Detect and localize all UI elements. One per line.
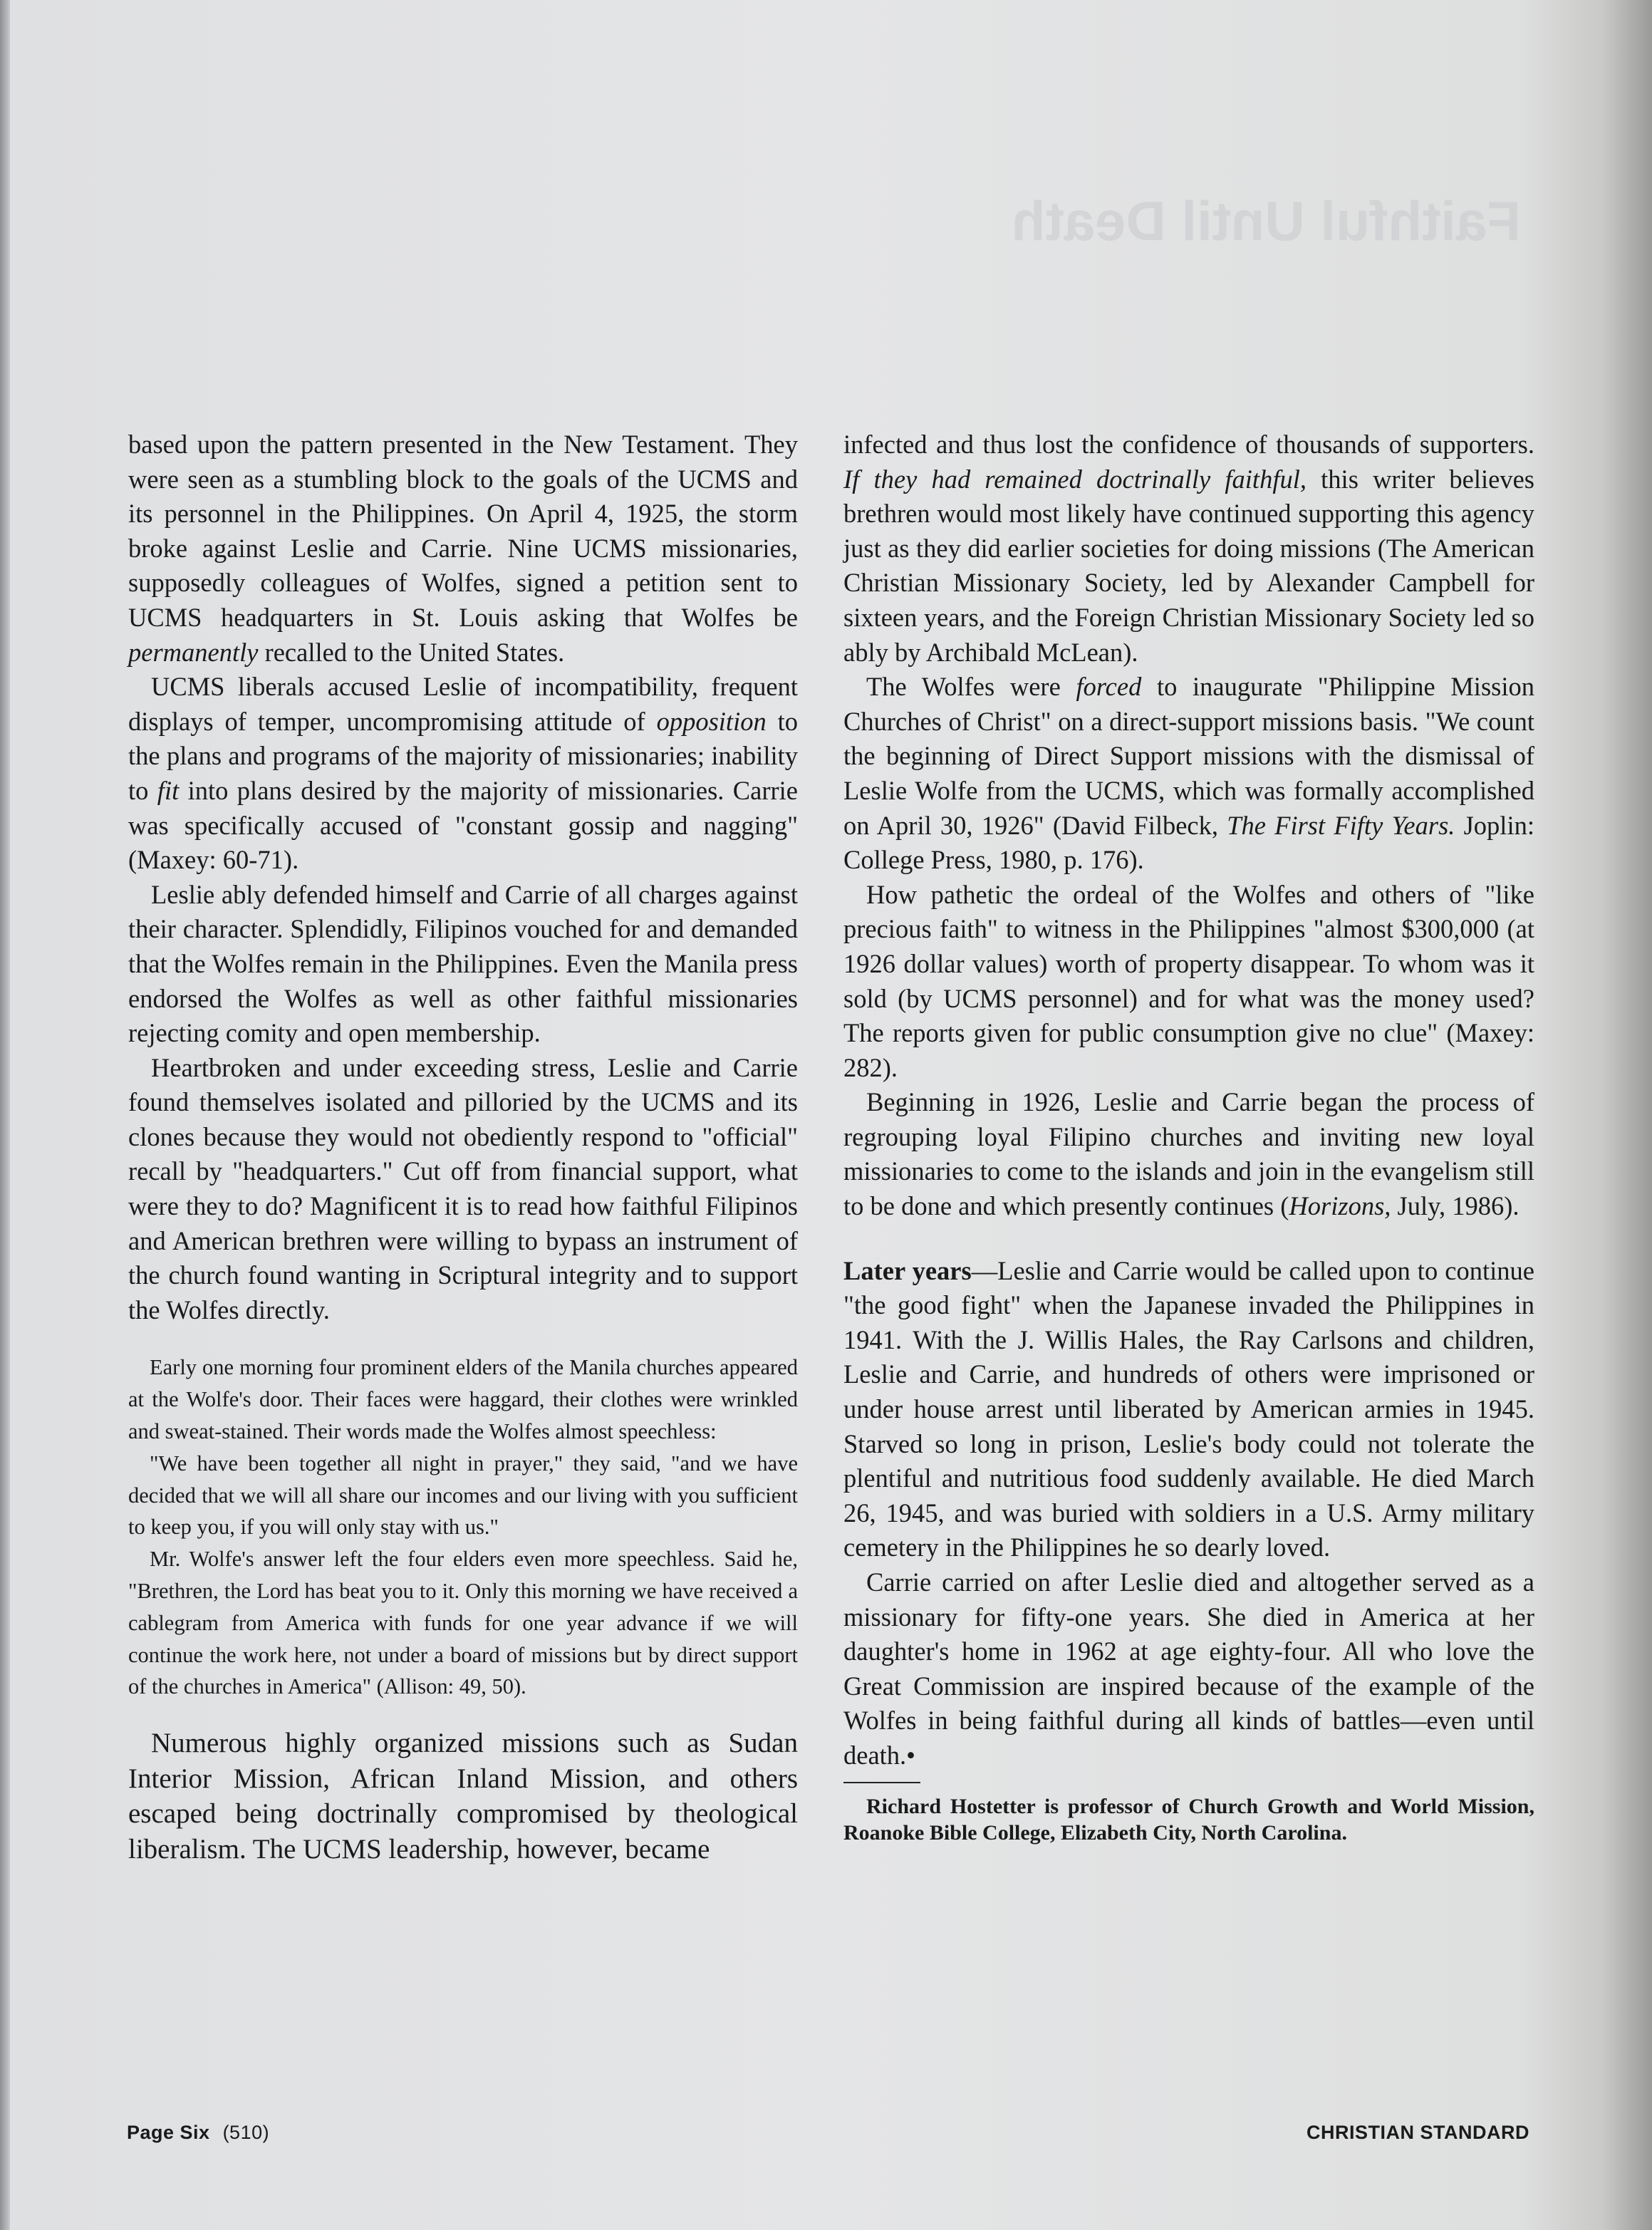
paragraph: How pathetic the ordeal of the Wolfes and others of "like precious faith" to witness in the Philippines "almost $300,000 (at 1926 dollar values) worth of property disappear. To whom was it sold (by UCMS personnel) and for what was the money used? The reports given for public consumption give no clue" (Maxey: 282).	[843, 879, 1534, 1082]
emphasis: opposition	[656, 706, 767, 736]
paragraph	[128, 670, 798, 878]
paragraph	[128, 427, 798, 670]
text-run: recalled to the United States.	[258, 637, 565, 667]
emphasis: permanently	[128, 637, 259, 667]
emphasis: fit	[157, 775, 180, 805]
text-run: Joplin: College Press, 1980, p. 176).	[843, 810, 1534, 875]
author-bio: Richard Hostetter is professor of Church Growth and World Mission, Roanoke Bible College, Elizabeth City, North Carolina.	[843, 1794, 1534, 1845]
paragraph: Leslie ably defended himself and Carrie of all charges against their character. Splendidly, Filipinos vouched for and demanded that the Wolfes remain in the Philippines. Even the Manila press endorsed the Wolfes as well as other faithful missionaries rejecting comity and open membership.	[128, 879, 798, 1048]
emphasis: If they had remained doctrinally faithful,	[843, 464, 1306, 494]
divider	[843, 1782, 920, 1783]
emphasis: forced	[1076, 672, 1142, 702]
text-run: to the plans and programs of the majority of missionaries; inability to	[128, 706, 798, 805]
block-quote	[128, 1352, 798, 1703]
paragraph: Carrie carried on after Leslie died and altogether served as a missionary for fifty-one years. She died in America at her daughter's home in 1962 at age eighty-four. All who love the Great Commission are inspired because of the example of the Wolfes in being faithful during all kinds of battles—even until death.•	[843, 1567, 1534, 1770]
text-run: July, 1986).	[1391, 1191, 1519, 1221]
emphasis: The First Fifty Years.	[1227, 810, 1455, 840]
section-heading: Later years	[843, 1255, 972, 1285]
paragraph	[843, 427, 1534, 670]
paragraph: Numerous highly organized missions such as Sudan Interior Mission, African Inland Mission, and others escaped being doctrinally compromised by theological liberalism. The UCMS leadership, however, became	[128, 1728, 798, 1865]
left-column	[128, 427, 798, 1867]
quote-paragraph: Mr. Wolfe's answer left the four elders even more speechless. Said he, "Brethren, the Lord has beat you to it. Only this morning we have received a cablegram from America with funds for one year advance if we will continue the work here, not under a board of missions but by direct support of the churches in America" (Allison: 49, 50).	[128, 1547, 798, 1699]
magazine-name: CHRISTIAN STANDARD	[1306, 2122, 1529, 2143]
paragraph	[843, 670, 1534, 878]
page-number	[127, 2122, 269, 2144]
paragraph	[843, 1085, 1534, 1223]
text-run: infected and thus lost the confidence of thousands of supporters.	[843, 430, 1534, 459]
text-run: Beginning in 1926, Leslie and Carrie began the process of regrouping loyal Filipino churches and inviting new loyal missionaries to come to the islands and join in the evangelism still to be done and which presently continues (	[843, 1087, 1534, 1221]
paragraph	[843, 1254, 1534, 1565]
text-run: —Leslie and Carrie would be called upon to continue "the good fight" when the Japanese invaded the Philippines in 1941. With the J. Willis Hales, the Ray Carlsons and children, Leslie and Carrie, and hundreds of others were imprisoned or under house arrest until liberated by American armies in 1945. Starved so long in prison, Leslie's body could not tolerate the plentiful and nutritious food suddenly available. He died March 26, 1945, and was buried with soldiers in a U.S. Army military cemetery in the Philippines he so dearly loved.	[843, 1255, 1534, 1562]
text-run: based upon the pattern presented in the New Testament. They were seen as a stumbling block to the goals of the UCMS and its personnel in the Philippines. On April 4, 1925, the storm broke against Leslie and Carrie. Nine UCMS missionaries, supposedly colleagues of Wolfes, signed a petition sent to UCMS headquarters in St. Louis asking that Wolfes be	[128, 430, 798, 632]
page-edge	[0, 0, 10, 2230]
text-run: into plans desired by the majority of missionaries. Carrie was specifically accused of "constant gossip and nagging" (Maxey: 60-71).	[128, 775, 798, 875]
paragraph: Heartbroken and under exceeding stress, Leslie and Carrie found themselves isolated and pilloried by the UCMS and its clones because they would not obediently respond to "official" recall by "headquarters." Cut off from financial support, what were they to do? Magnificent it is to read how faithful Filipinos and American brethren were willing to bypass an instrument of the church found wanting in Scriptural integrity and to support the Wolfes directly.	[128, 1052, 798, 1324]
emphasis: Horizons,	[1289, 1191, 1391, 1221]
text-run: UCMS liberals accused Leslie of incompatibility, frequent displays of temper, uncompromising attitude of	[128, 672, 798, 736]
page-num: (510)	[222, 2122, 270, 2143]
text-run: this writer believes brethren would most likely have continued supporting this agency just as they did earlier societies for doing missions (The American Christian Missionary Society, led by Alexander Campbell for sixteen years, and the Foreign Christian Missionary Society led so ably by Archibald McLean).	[843, 464, 1534, 667]
bleed-through-title: Faithful Until Death	[1012, 190, 1521, 252]
text-run: to inaugurate "Philippine Mission Churches of Christ" on a direct-support missions basis. "We count the beginning of Direct Support missions with the dismissal of Leslie Wolfe from the UCMS, which was formally accomplished on April 30, 1926" (David Filbeck,	[843, 672, 1534, 840]
quote-paragraph: "We have been together all night in prayer," they said, "and we have decided that we will all share our incomes and our living with you sufficient to keep you, if you will only stay with us."	[128, 1451, 798, 1540]
text-run: The Wolfes were	[866, 672, 1076, 702]
right-column	[843, 427, 1534, 1846]
section-gap	[843, 1224, 1534, 1254]
quote-paragraph: Early one morning four prominent elders of the Manila churches appeared at the Wolfe's door. Their faces were haggard, their clothes were wrinkled and sweat-stained. Their words made the Wolfes almost speechless:	[128, 1355, 798, 1444]
page-label: Page Six	[127, 2122, 210, 2143]
